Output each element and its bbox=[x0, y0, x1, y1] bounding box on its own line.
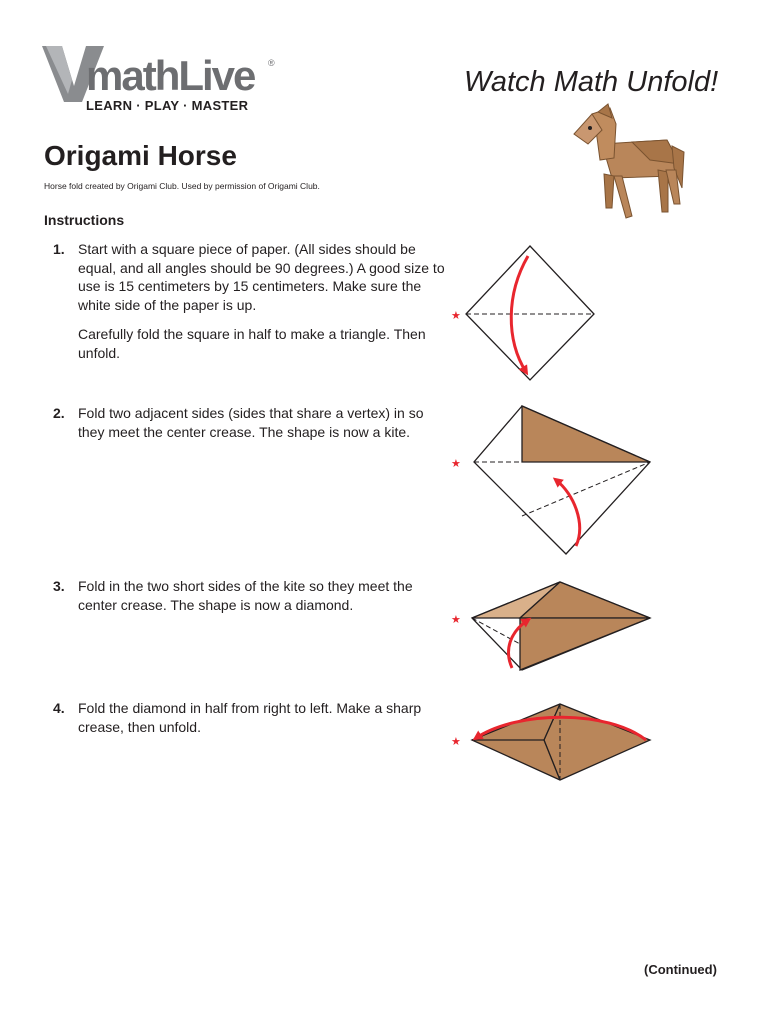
step-text: Start with a square piece of paper. (All sides should be equal, and all angles should be 90 degrees.) A good size to use is 15 centimeters by 15 centimeters. Make sure the white side of the paper is up. bbox=[78, 241, 445, 313]
star-marker: ★ bbox=[451, 613, 461, 626]
continued-label: (Continued) bbox=[644, 962, 717, 977]
credit-line: Horse fold created by Origami Club. Used by permission of Origami Club. bbox=[44, 181, 320, 191]
step-1-diagram bbox=[448, 244, 648, 394]
step-2-diagram bbox=[448, 404, 668, 564]
step-text: Fold in the two short sides of the kite so they meet the center crease. The shape is now a diamond. bbox=[78, 578, 413, 613]
step-text: Fold the diamond in half from right to left. Make a sharp crease, then unfold. bbox=[78, 700, 422, 735]
logo-tagline: LEARN · PLAY · MASTER bbox=[86, 98, 249, 113]
vmathlive-logo bbox=[42, 44, 282, 114]
star-marker: ★ bbox=[451, 457, 461, 470]
logo-word-live: Live bbox=[178, 52, 255, 99]
step-4-diagram bbox=[448, 702, 668, 792]
step-number: 4. bbox=[53, 700, 65, 716]
step-text: Carefully fold the square in half to make a triangle. Then unfold. bbox=[78, 326, 426, 361]
step-number: 3. bbox=[53, 578, 65, 594]
star-marker: ★ bbox=[451, 309, 461, 322]
step-number: 2. bbox=[53, 405, 65, 421]
page-tagline: Watch Math Unfold! bbox=[464, 66, 719, 98]
step-3-diagram bbox=[448, 580, 668, 690]
page-title: Origami Horse bbox=[44, 140, 237, 171]
instructions-heading: Instructions bbox=[44, 212, 125, 228]
step-number: 1. bbox=[53, 241, 65, 257]
step-text: Fold two adjacent sides (sides that share a vertex) in so they meet the center crease. The shape is now a kite. bbox=[78, 405, 424, 440]
star-marker: ★ bbox=[451, 735, 461, 748]
registered-mark: ® bbox=[268, 58, 275, 68]
horse-illustration bbox=[572, 104, 692, 234]
logo-word-math: math bbox=[86, 52, 179, 99]
